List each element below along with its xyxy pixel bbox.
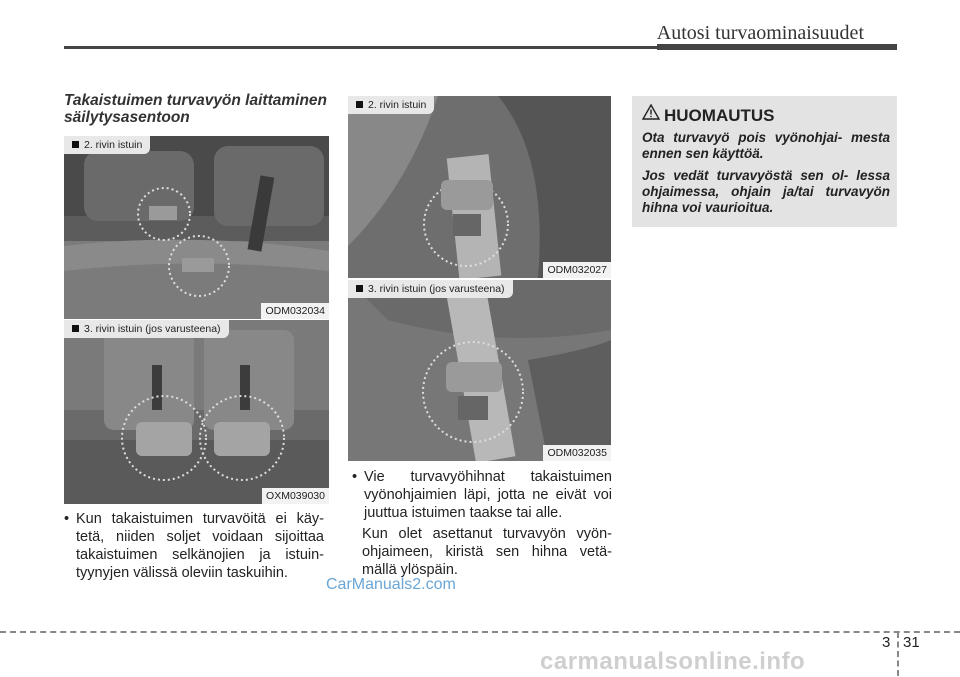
seat-illustration: [64, 136, 329, 319]
header-title: Autosi turvaominaisuudet: [656, 22, 864, 44]
photo-tag: [348, 96, 434, 114]
right-bullet: [352, 468, 612, 522]
notice-title: HUOMAUTUS: [664, 106, 775, 125]
photo-code: ODM032027: [543, 262, 611, 278]
photo-code: ODM032034: [261, 303, 329, 319]
photo-tag-label: 3. rivin istuin (jos varusteena): [84, 323, 221, 335]
right-paragraph: Kun olet asettanut turvavyön vyön- ohjaimeen, kiristä sen hihna vetä- mällä ylöspäin.: [362, 526, 612, 578]
left-bullet-text: Kun takaistuimen turvavöitä ei käy- tetä, niiden soljet voidaan sijoittaa takaistuimen selkänojien ja istuin- tyynyjen välissä oleviin taskuihin.: [76, 511, 324, 581]
watermark: CarManuals2.com: [326, 576, 456, 593]
notice-line-1: Ota turvavyö pois vyönohjai- mesta ennen sen käyttöä.: [642, 130, 890, 161]
footer-divider: [0, 631, 960, 633]
photo-tag: [64, 320, 229, 338]
photo-2nd-row-seat: [64, 136, 329, 319]
footer-page-divider: [897, 632, 899, 676]
warning-triangle-icon: [642, 104, 660, 125]
seat-illustration: [64, 320, 329, 504]
bullet-dot: •: [352, 469, 358, 485]
left-bullet: [64, 510, 324, 582]
photo-tag-label: 3. rivin istuin (jos varusteena): [368, 283, 505, 295]
photo-tag-label: 2. rivin istuin: [368, 99, 427, 111]
right-bullet-text: Vie turvavyöhihnat takaistuimen vyönohjaimien läpi, jotta ne eivät voi juuttua istuimen taakse tai alle.: [364, 469, 612, 521]
photo-2nd-row-belt-guide: [348, 96, 611, 278]
photo-3rd-row-belt-guide: [348, 280, 611, 461]
belt-illustration: [348, 96, 611, 278]
chapter-number: 3: [882, 634, 891, 651]
photo-code: OXM039030: [262, 488, 329, 504]
photo-code: ODM032035: [543, 445, 611, 461]
bullet-dot: •: [64, 511, 70, 527]
footer-site-watermark: carmanualsonline.info: [540, 648, 806, 675]
section-heading: Takaistuimen turvavyön laittaminen säilytysasentoon: [64, 92, 328, 126]
page-number: 31: [903, 634, 920, 651]
header-rule-accent: [657, 44, 897, 50]
photo-tag: [64, 136, 150, 154]
photo-tag-label: 2. rivin istuin: [84, 139, 143, 151]
belt-illustration: [348, 280, 611, 461]
notice-box: [632, 96, 897, 227]
photo-tag: [348, 280, 513, 298]
notice-line-2: Jos vedät turvavyöstä sen ol- lessa ohjaimessa, ohjain ja/tai turvavyön hihna voi vaurioitua.: [642, 168, 890, 215]
photo-3rd-row-seat: [64, 320, 329, 504]
